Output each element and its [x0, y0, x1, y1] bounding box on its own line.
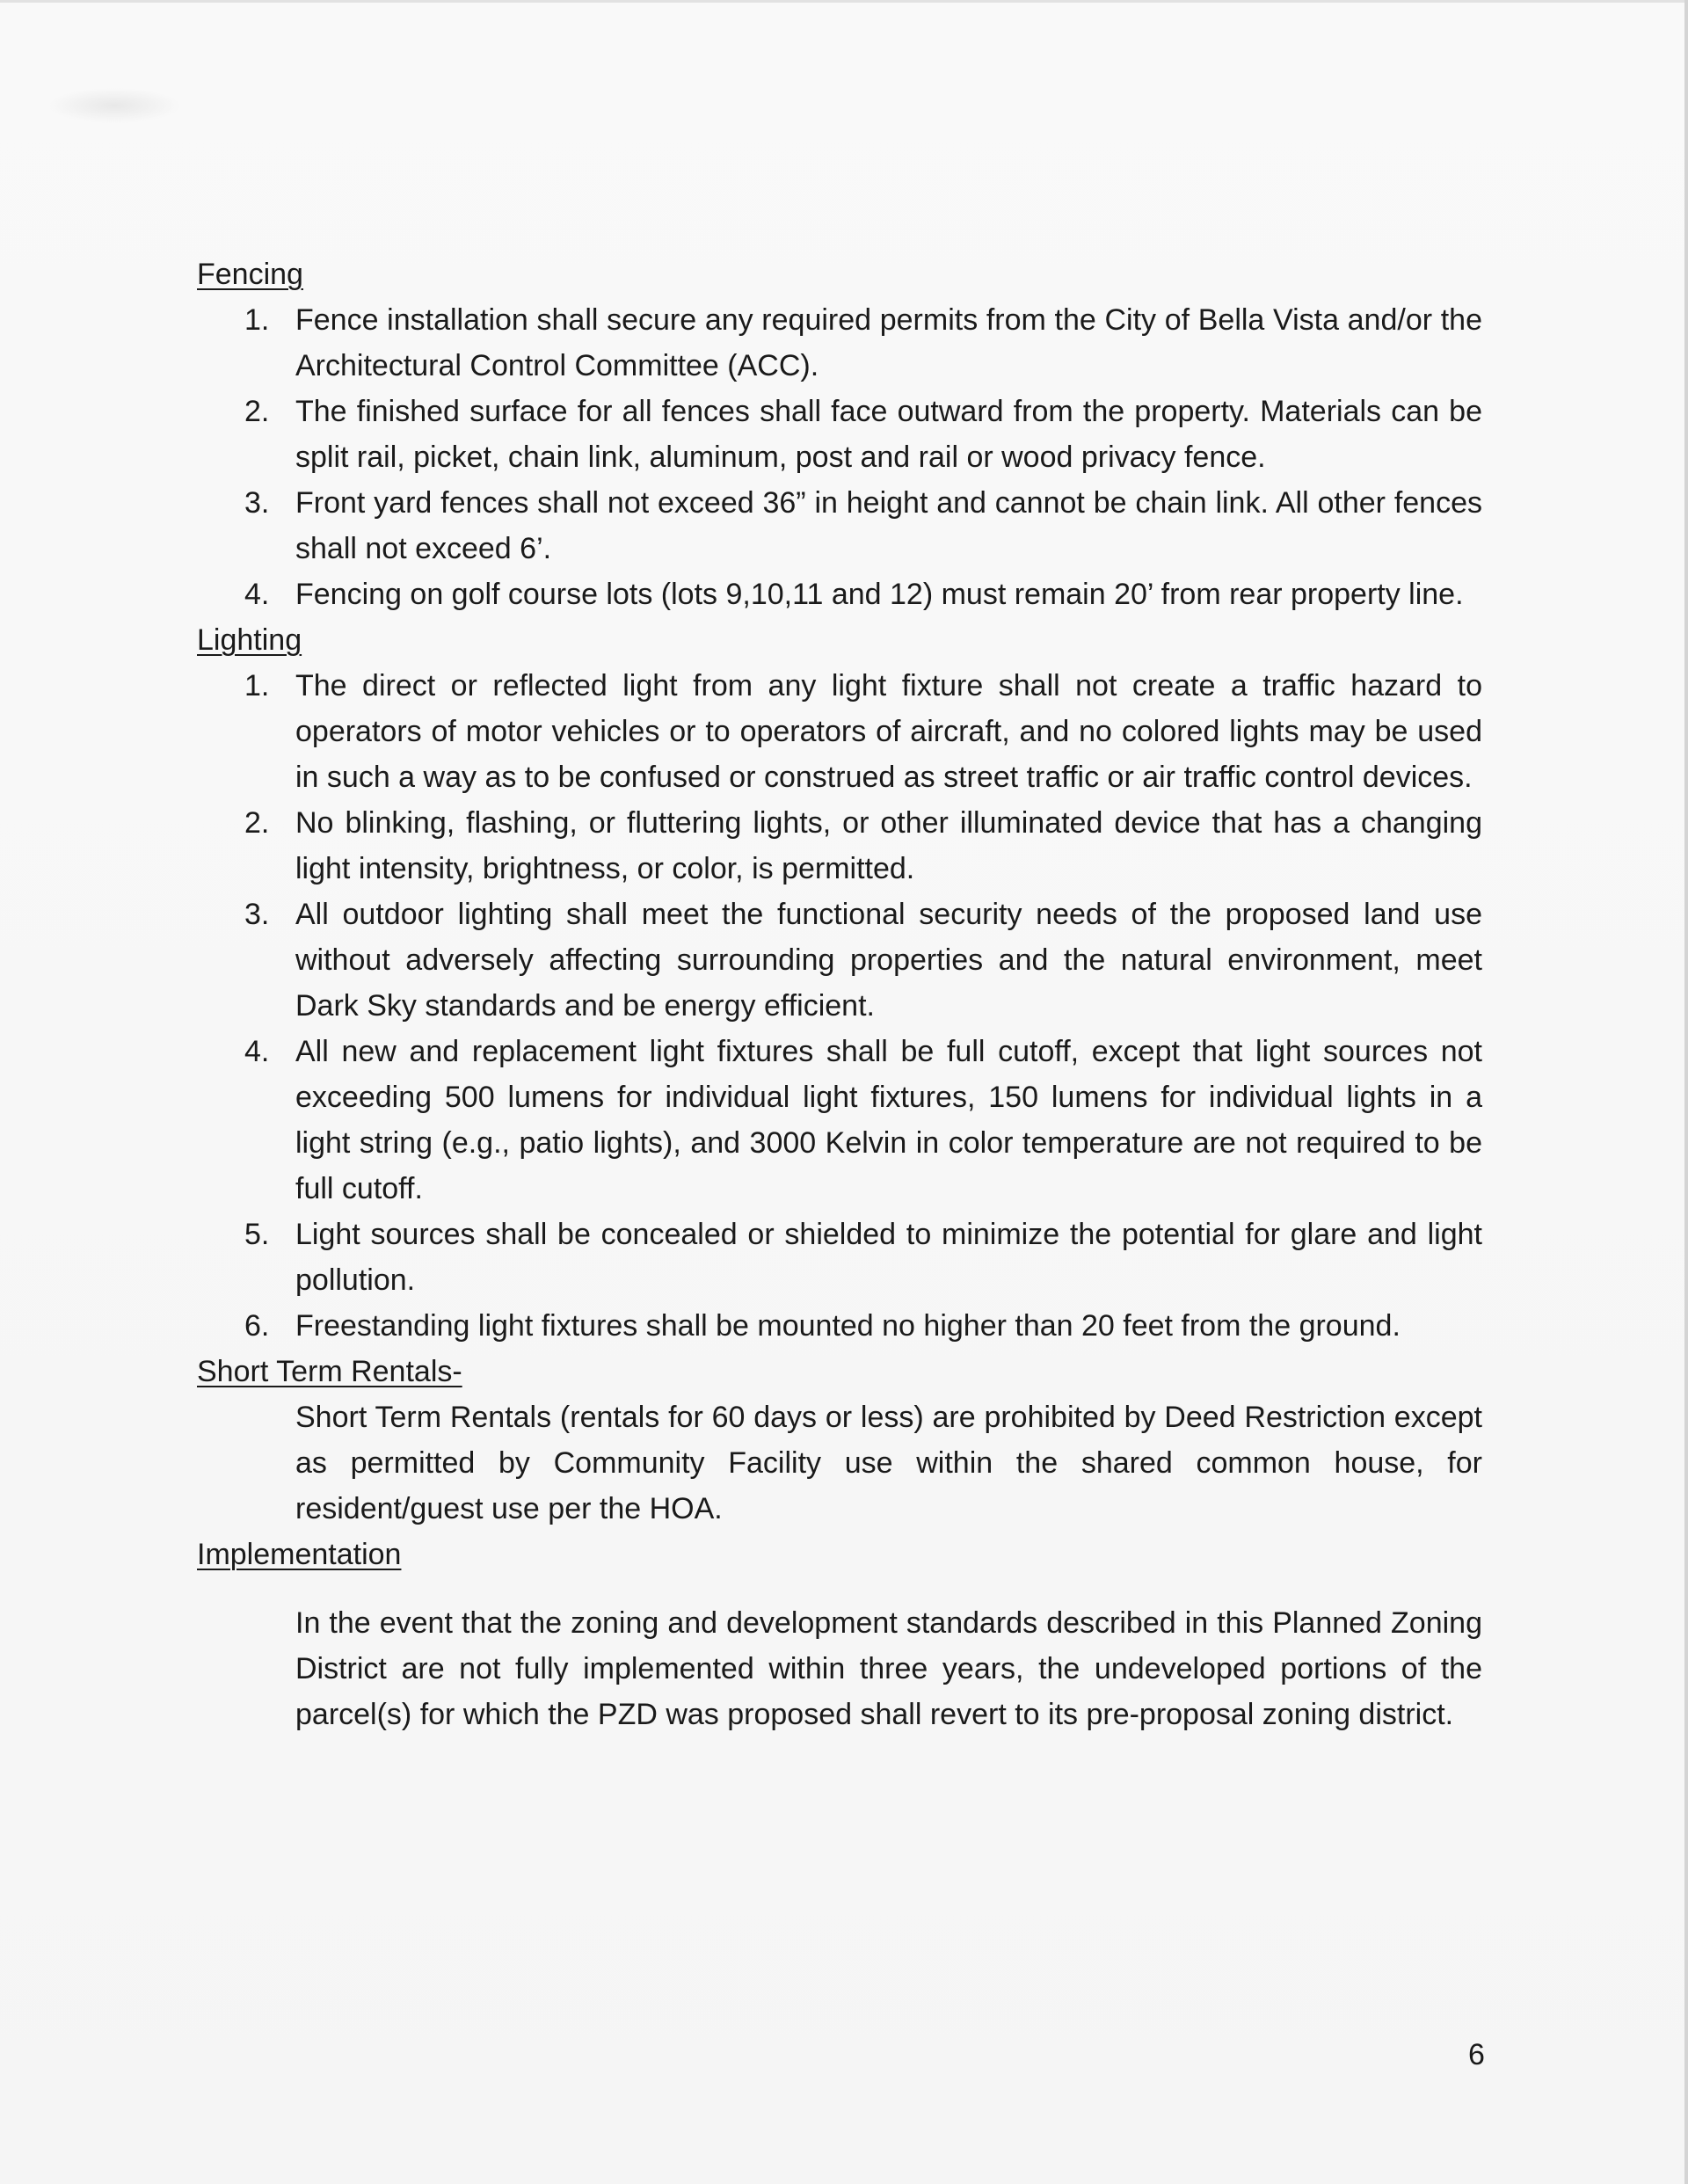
list-item-text: The finished surface for all fences shall face outward from the property. Materials can be split rail, picket, chain link, aluminum, post and rail or wood privacy fence.: [295, 395, 1482, 474]
list-number: 2.: [244, 395, 270, 428]
list-item-text: All outdoor lighting shall meet the functional security needs of the proposed land use without adversely affecting surrounding properties and the natural environment, meet Dark Sky standards and be energy efficient.: [295, 898, 1482, 1023]
list-item: [197, 800, 1482, 892]
implementation-heading: Implementation: [197, 1538, 402, 1571]
list-item: [197, 892, 1482, 1029]
list-item-text: Freestanding light fixtures shall be mounted no higher than 20 feet from the ground.: [295, 1309, 1401, 1343]
list-item: [197, 1303, 1482, 1349]
list-number: 3.: [244, 486, 270, 520]
lighting-heading: Lighting: [197, 623, 302, 657]
document-body: [197, 251, 1482, 1737]
short-term-rentals-paragraph: Short Term Rentals (rentals for 60 days or less) are prohibited by Deed Restriction except as permitted by Community Facility use within the shared common house, for resident/guest use per the HOA.: [295, 1401, 1482, 1525]
scan-smudge: [48, 88, 180, 123]
fencing-heading: Fencing: [197, 258, 303, 291]
list-item: [197, 1029, 1482, 1212]
list-number: 6.: [244, 1309, 270, 1343]
short-term-rentals-heading: Short Term Rentals-: [197, 1355, 462, 1388]
list-item-text: Fencing on golf course lots (lots 9,10,11 and 12) must remain 20’ from rear property line.: [295, 578, 1464, 611]
list-item: [197, 571, 1482, 617]
page-number: 6: [1468, 2038, 1485, 2071]
fencing-list: [197, 297, 1482, 617]
list-item-text: Light sources shall be concealed or shielded to minimize the potential for glare and light pollution.: [295, 1218, 1482, 1297]
lighting-list: [197, 663, 1482, 1349]
page-top-edge: [0, 0, 1688, 3]
list-item: [197, 480, 1482, 571]
list-item: [197, 389, 1482, 480]
list-item: [197, 297, 1482, 389]
list-item: [197, 663, 1482, 800]
list-number: 1.: [244, 669, 270, 703]
list-number: 4.: [244, 578, 270, 611]
list-item-text: Front yard fences shall not exceed 36” in height and cannot be chain link. All other fences shall not exceed 6’.: [295, 486, 1482, 565]
list-number: 5.: [244, 1218, 270, 1251]
spacer: [197, 1577, 1482, 1600]
implementation-paragraph: In the event that the zoning and development standards described in this Planned Zoning District are not fully implemented within three years, the undeveloped portions of the parcel(s) for which the PZD was proposed shall revert to its pre-proposal zoning district.: [295, 1606, 1482, 1731]
page-right-edge: [1684, 0, 1688, 2184]
list-number: 4.: [244, 1035, 270, 1068]
list-item-text: Fence installation shall secure any required permits from the City of Bella Vista and/or the Architectural Control Committee (ACC).: [295, 303, 1482, 382]
list-number: 2.: [244, 806, 270, 840]
list-item-text: No blinking, flashing, or fluttering lights, or other illuminated device that has a changing light intensity, brightness, or color, is permitted.: [295, 806, 1482, 885]
list-item-text: The direct or reflected light from any light fixture shall not create a traffic hazard to operators of motor vehicles or to operators of aircraft, and no colored lights may be used in such a way as to be confused or construed as street traffic or air traffic control devices.: [295, 669, 1482, 794]
list-number: 3.: [244, 898, 270, 931]
list-item-text: All new and replacement light fixtures shall be full cutoff, except that light sources not exceeding 500 lumens for individual light fixtures, 150 lumens for individual lights in a light string (e.g., patio lights), and 3000 Kelvin in color temperature are not required to be full cutoff.: [295, 1035, 1482, 1205]
list-number: 1.: [244, 303, 270, 337]
list-item: [197, 1212, 1482, 1303]
